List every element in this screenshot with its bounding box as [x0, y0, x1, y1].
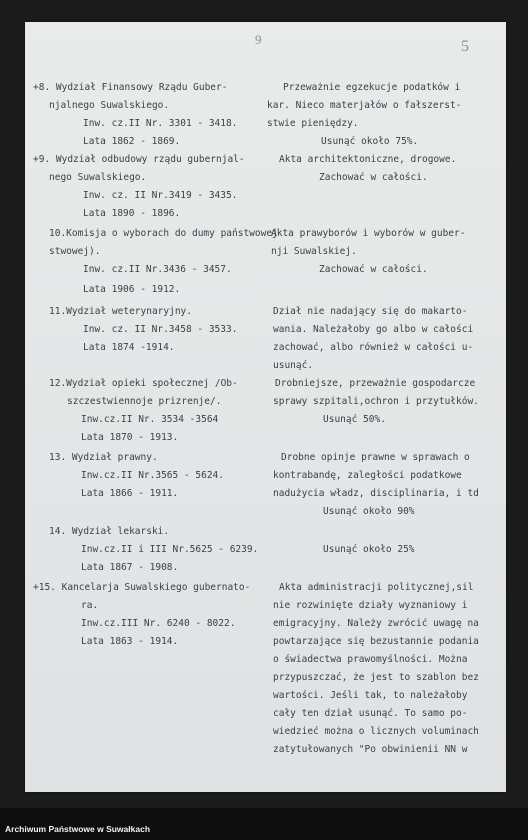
entry-line: +8. Wydział Finansowy Rządu Guber- [33, 82, 228, 93]
entry-line: 11.Wydział weterynaryjny. [49, 306, 192, 317]
entry-note: Usunąć około 25% [323, 544, 415, 555]
entry-line: Lata 1874 -1914. [83, 342, 175, 353]
entry-note: powtarzające się bezustannie podania [273, 636, 479, 647]
entry-line: nego Suwalskiego. [49, 172, 147, 183]
entry-line: szczestwiennoje prizrenje/. [67, 396, 222, 407]
entry-line: 13. Wydział prawny. [49, 452, 158, 463]
entry-note: Zachować w całości. [319, 172, 428, 183]
entry-line: Inw. cz. II Nr.3419 - 3435. [83, 190, 238, 201]
entry-note: Dział nie nadający się do makarto- [273, 306, 468, 317]
entry-line: 12.Wydział opieki społecznej /Ob- [49, 378, 238, 389]
entry-line: Lata 1863 - 1914. [81, 636, 179, 647]
entry-line: ra. [81, 600, 99, 611]
entry-line: Inw. cz.II Nr. 3301 - 3418. [83, 118, 238, 129]
entry-line: Inw. cz. II Nr.3458 - 3533. [83, 324, 238, 335]
entry-note: Akta prawyborów i wyborów w guber- [271, 228, 466, 239]
entry-note: usunąć. [273, 360, 314, 371]
entry-note: Akta administracji politycznej,sil [279, 582, 474, 593]
entry-note: nji Suwalskiej. [271, 246, 357, 257]
entry-note: Usunąć około 90% [323, 506, 415, 517]
entry-note: Drobne opinje prawne w sprawach o [281, 452, 470, 463]
entry-note: zachować, albo również w całości u- [273, 342, 474, 353]
entry-line: Inw.cz.II Nr.3565 - 5624. [81, 470, 224, 481]
archival-document-page [25, 22, 506, 792]
footer-bar [0, 808, 528, 840]
entry-line: Lata 1866 - 1911. [81, 488, 179, 499]
archive-name: Archiwum Państwowe w Suwałkach [5, 824, 151, 834]
entry-note: zatytułowanych "Po obwinienii NN w [273, 744, 468, 755]
entry-line: Lata 1890 - 1896. [83, 208, 181, 219]
entry-line: Lata 1862 - 1869. [83, 136, 181, 147]
corner-mark: 5 [461, 38, 469, 55]
entry-line: Inw.cz.II Nr. 3534 -3564 [81, 414, 219, 425]
entry-note: przypuszczać, że jest to szablon bez [273, 672, 479, 683]
entry-note: Akta architektoniczne, drogowe. [279, 154, 457, 165]
entry-note: nadużycia władz, disciplinaria, i td [273, 488, 479, 499]
entry-line: stwowej). [49, 246, 101, 257]
entry-line: njalnego Suwalskiego. [49, 100, 170, 111]
entry-note: sprawy szpitali,ochron i przytułków. [273, 396, 479, 407]
entry-note: wartości. Jeśli tak, to należałoby [273, 690, 468, 701]
entry-note: Zachować w całości. [319, 264, 428, 275]
entry-line: Lata 1906 - 1912. [83, 284, 181, 295]
entry-note: kar. Nieco materjałów o fałszerst- [267, 100, 462, 111]
entry-line: +15. Kancelarja Suwalskiego gubernato- [33, 582, 251, 593]
entry-note: o świadectwa prawomyślności. Można [273, 654, 468, 665]
entry-line: Inw.cz.III Nr. 6240 - 8022. [81, 618, 236, 629]
entry-note: Drobniejsze, przeważnie gospodarcze [275, 378, 476, 389]
entry-line: 10.Komisja o wyborach do dumy państwowej [49, 228, 278, 239]
entry-line: Lata 1870 - 1913. [81, 432, 179, 443]
entry-note: kontrabandę, zaległości podatkowe [273, 470, 462, 481]
entry-line: Inw.cz.II i III Nr.5625 - 6239. [81, 544, 259, 555]
entry-note: stwie pieniędzy. [267, 118, 359, 129]
entry-line: Lata 1867 - 1908. [81, 562, 179, 573]
entry-line: Inw. cz.II Nr.3436 - 3457. [83, 264, 232, 275]
entry-line: +9. Wydział odbudowy rządu gubernjal- [33, 154, 245, 165]
entry-note: wania. Należałoby go albo w całości [273, 324, 474, 335]
entry-note: nie rozwinięte działy wyznaniowy i [273, 600, 468, 611]
entry-note: wiedzieć można o licznych voluminach [273, 726, 479, 737]
entry-note: emigracyjny. Należy zwrócić uwagę na [273, 618, 479, 629]
page-number: 9 [255, 32, 262, 47]
entry-note: cały ten dział usunąć. To samo po- [273, 708, 468, 719]
entry-line: 14. Wydział lekarski. [49, 526, 170, 537]
entry-note: Przeważnie egzekucje podatków i [283, 82, 461, 93]
entry-note: Usunąć 50%. [323, 414, 386, 425]
entry-note: Usunąć około 75%. [321, 136, 419, 147]
